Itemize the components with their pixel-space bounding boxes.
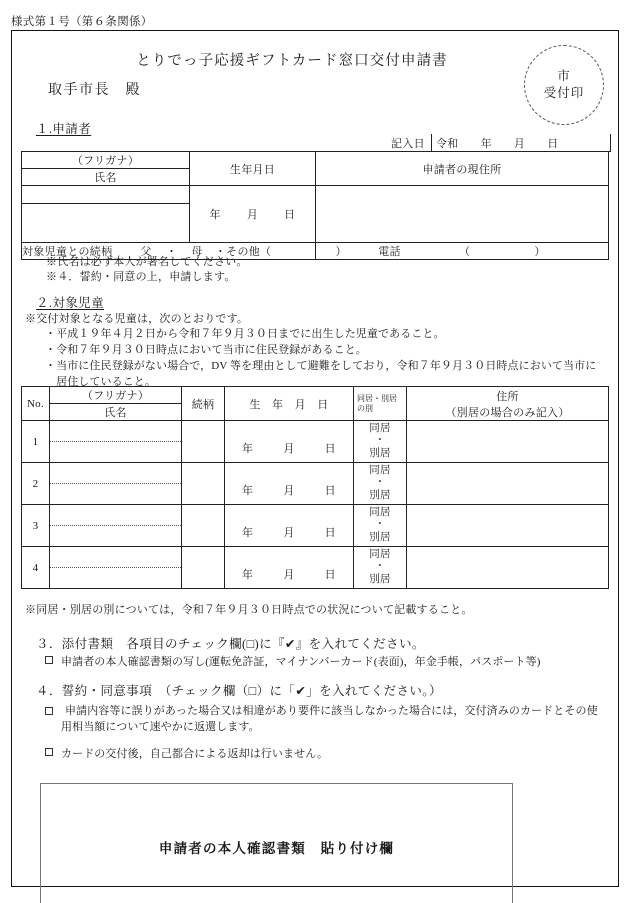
target-children-table bbox=[21, 386, 609, 589]
child-row-4-cohabit[interactable] bbox=[354, 547, 407, 589]
section4-item-2-label: カードの交付後，自己都合による返却は行いません。 bbox=[61, 748, 329, 760]
child-row-4-day: 日 bbox=[324, 568, 336, 581]
relation-label: 対象児童との続柄 bbox=[22, 246, 113, 258]
child-row-4-cohabit-a[interactable]: 同居 bbox=[369, 548, 391, 560]
section2-footnote: ※同居・別居の別については，令和７年９月３０日時点での状況について記載すること。 bbox=[25, 604, 473, 616]
page-title: とりでっ子応援ギフトカード窓口交付申請書 bbox=[136, 53, 448, 69]
year-label: 年 bbox=[480, 137, 492, 150]
child-row-4-birth[interactable] bbox=[225, 547, 354, 589]
child-row-2-cohabit[interactable] bbox=[354, 463, 407, 505]
child-row-1-year: 年 bbox=[242, 442, 254, 455]
header-child-furigana: （フリガナ） bbox=[50, 387, 182, 404]
table-row bbox=[22, 421, 609, 463]
child-row-2-relation[interactable] bbox=[182, 463, 225, 505]
section1-note-2: ※４．誓約・同意の上，申請します。 bbox=[46, 271, 236, 283]
child-row-3-year: 年 bbox=[242, 526, 254, 539]
relation-other[interactable]: ・その他（ bbox=[214, 246, 272, 258]
applicant-table bbox=[21, 151, 609, 260]
child-row-3-cohabit-a[interactable]: 同居 bbox=[369, 506, 391, 518]
section2-bullet-3: ・当市に住民登録がない場合で，DV 等を理由として避難をしており，令和７年９月３０日時点において当市に bbox=[45, 360, 597, 372]
section4-item-1-label: 申請内容等に誤りがあった場合又は相違があり要件に該当しなかった場合には，交付済みのカードとその使用相当額について速やかに返還します。 bbox=[61, 705, 598, 733]
header-cohabit-line-2: の別 bbox=[357, 403, 373, 413]
reception-seal bbox=[524, 45, 604, 125]
table-row bbox=[22, 186, 609, 204]
header-child-address bbox=[407, 387, 609, 421]
page-frame bbox=[11, 30, 619, 887]
header-address: 申請者の現住所 bbox=[316, 152, 609, 186]
header-birthdate: 生年月日 bbox=[190, 152, 316, 186]
child-row-2-cohabit-a[interactable]: 同居 bbox=[369, 464, 391, 476]
child-row-3-day: 日 bbox=[324, 526, 336, 539]
child-row-3-address[interactable] bbox=[407, 505, 609, 547]
entry-date-table bbox=[385, 134, 611, 152]
checkbox-attachment-id[interactable] bbox=[45, 656, 53, 664]
child-row-1-day: 日 bbox=[324, 442, 336, 455]
table-row bbox=[385, 134, 611, 152]
table-row bbox=[22, 152, 609, 169]
child-row-2-name[interactable] bbox=[50, 463, 182, 505]
section3-item-1[interactable] bbox=[45, 653, 605, 669]
child-row-3-birth[interactable] bbox=[225, 505, 354, 547]
address-input[interactable] bbox=[316, 186, 609, 243]
section2-heading: ２.対象児童 bbox=[36, 296, 105, 310]
child-row-1-cohabit-a[interactable]: 同居 bbox=[369, 422, 391, 434]
paste-area-label: 申請者の本人確認書類 貼り付け欄 bbox=[158, 840, 395, 856]
birth-month-label: 月 bbox=[246, 209, 259, 221]
header-cohabit-line-1: 同居・別居 bbox=[357, 393, 397, 403]
addressee: 取手市長 殿 bbox=[48, 83, 141, 98]
section2-lead: ※交付対象となる児童は，次のとおりです。 bbox=[25, 313, 249, 325]
child-row-4-cohabit-b[interactable]: 別居 bbox=[369, 573, 391, 585]
header-child-relation: 続柄 bbox=[182, 387, 225, 421]
entry-date-label: 記入日 bbox=[385, 134, 432, 152]
child-row-1-birth[interactable] bbox=[225, 421, 354, 463]
section3-heading: ３．添付書類 各項目のチェック欄(□)に『✔』を入れてください。 bbox=[36, 637, 425, 651]
child-row-1-cohabit-b[interactable]: 別居 bbox=[369, 447, 391, 459]
birthdate-input[interactable] bbox=[190, 186, 316, 243]
header-child-address-line-1: 住所 bbox=[496, 390, 519, 403]
seal-line-2: 受付印 bbox=[543, 86, 585, 100]
seal-line-1: 市 bbox=[557, 69, 571, 84]
section2-bullet-1: ・平成１９年４月２日から令和７年９月３０日までに出生した児童であること。 bbox=[45, 328, 445, 340]
section2-bullet-4: 居住していること。 bbox=[45, 376, 156, 388]
child-row-1-month: 月 bbox=[283, 442, 295, 455]
table-row bbox=[22, 463, 609, 505]
birth-day-label: 日 bbox=[284, 209, 296, 221]
child-row-1-address[interactable] bbox=[407, 421, 609, 463]
telephone-close-paren: ） bbox=[534, 246, 546, 258]
child-row-3-cohabit[interactable] bbox=[354, 505, 407, 547]
child-row-2-year: 年 bbox=[242, 484, 254, 497]
telephone-label: 電話 bbox=[378, 246, 401, 258]
section4-item-1[interactable] bbox=[45, 704, 603, 736]
child-row-3-cohabit-b[interactable]: 別居 bbox=[369, 531, 391, 543]
child-row-1-cohabit-sep: ・ bbox=[374, 435, 386, 447]
header-furigana: （フリガナ） bbox=[22, 152, 190, 169]
child-row-1-no: 1 bbox=[22, 421, 50, 463]
checkbox-pledge-no-refund[interactable] bbox=[45, 748, 53, 756]
child-row-4-cohabit-sep: ・ bbox=[374, 561, 386, 573]
section1-note-1: ※氏名は必ず本人が署名してください。 bbox=[46, 256, 248, 268]
child-row-4-name[interactable] bbox=[50, 547, 182, 589]
child-row-3-name[interactable] bbox=[50, 505, 182, 547]
child-row-1-relation[interactable] bbox=[182, 421, 225, 463]
section2-bullet-2: ・令和７年９月３０日時点において当市に住民登録があること。 bbox=[45, 344, 367, 356]
child-row-2-birth[interactable] bbox=[225, 463, 354, 505]
telephone-open-paren: （ bbox=[458, 246, 471, 258]
furigana-input[interactable] bbox=[22, 186, 190, 204]
child-row-2-day: 日 bbox=[324, 484, 336, 497]
table-row bbox=[22, 387, 609, 404]
relation-separator-1: ・ bbox=[165, 246, 178, 258]
child-row-3-cohabit-sep: ・ bbox=[374, 519, 386, 531]
child-row-2-cohabit-b[interactable]: 別居 bbox=[369, 489, 391, 501]
child-row-4-address[interactable] bbox=[407, 547, 609, 589]
identity-document-paste-area[interactable] bbox=[40, 783, 513, 903]
child-row-2-month: 月 bbox=[283, 484, 295, 497]
child-row-3-relation[interactable] bbox=[182, 505, 225, 547]
name-input[interactable] bbox=[22, 204, 190, 243]
table-row bbox=[22, 505, 609, 547]
child-row-4-relation[interactable] bbox=[182, 547, 225, 589]
header-cohabit bbox=[354, 387, 407, 421]
section4-heading: ４．誓約・同意事項 （チェック欄（□）に「✔」を入れてください。） bbox=[36, 684, 442, 698]
child-row-4-month: 月 bbox=[283, 568, 295, 581]
section3-item-1-label: 申請者の本人確認書類の写し(運転免許証，マイナンバーカード(表面)，年金手帳，パスポート等) bbox=[61, 656, 541, 668]
checkbox-pledge-return[interactable] bbox=[45, 707, 53, 715]
relation-close-paren: ） bbox=[335, 246, 347, 258]
child-row-2-address[interactable] bbox=[407, 463, 609, 505]
child-row-1-name[interactable] bbox=[50, 421, 182, 463]
relation-father[interactable]: 父 bbox=[140, 246, 152, 258]
header-name: 氏名 bbox=[22, 169, 190, 186]
header-child-birth: 生 年 月 日 bbox=[225, 387, 354, 421]
child-row-2-cohabit-sep: ・ bbox=[374, 477, 386, 489]
birth-year-label: 年 bbox=[209, 209, 221, 221]
child-row-3-month: 月 bbox=[283, 526, 295, 539]
table-row bbox=[22, 547, 609, 589]
child-row-4-year: 年 bbox=[242, 568, 254, 581]
child-row-2-no: 2 bbox=[22, 463, 50, 505]
section1-heading: １.申請者 bbox=[36, 122, 92, 136]
relation-mother[interactable]: 母 bbox=[191, 246, 203, 258]
child-row-3-no: 3 bbox=[22, 505, 50, 547]
entry-date-value[interactable] bbox=[432, 134, 611, 152]
header-child-name: 氏名 bbox=[50, 404, 182, 421]
era-label: 令和 bbox=[436, 137, 459, 150]
section4-item-2[interactable] bbox=[45, 745, 603, 761]
form-number: 様式第１号（第６条関係） bbox=[11, 16, 153, 28]
day-label: 日 bbox=[547, 137, 559, 150]
telephone-cell[interactable] bbox=[316, 243, 609, 260]
child-row-1-cohabit[interactable] bbox=[354, 421, 407, 463]
header-child-address-line-2: （別居の場合のみ記入） bbox=[445, 406, 570, 419]
month-label: 月 bbox=[513, 137, 526, 150]
header-no: No. bbox=[22, 387, 50, 421]
child-row-4-no: 4 bbox=[22, 547, 50, 589]
